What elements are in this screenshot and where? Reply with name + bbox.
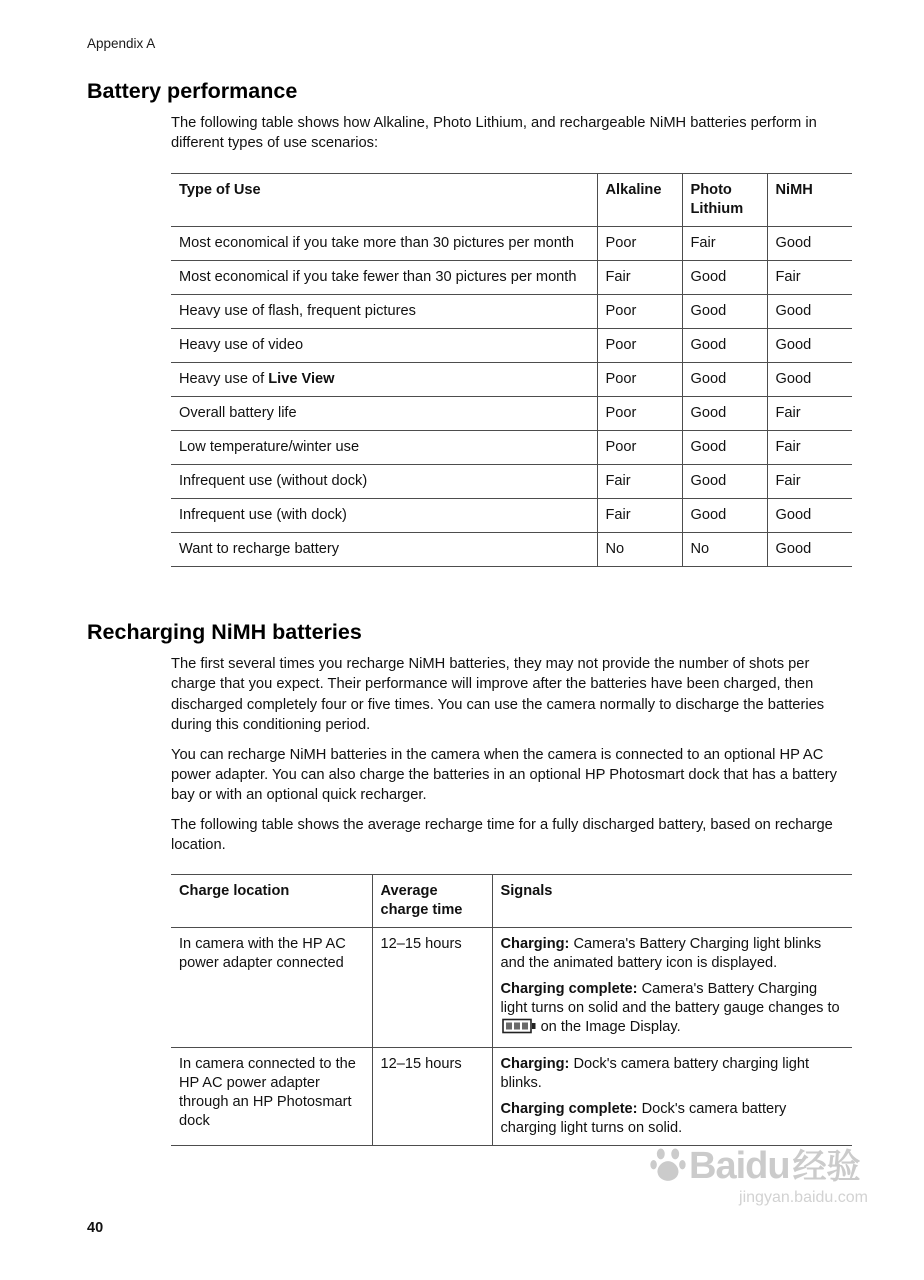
recharging-paragraph-3: The following table shows the average recharge time for a fully discharged battery, based on recharge location.: [171, 816, 833, 854]
recharge-time-table: [171, 874, 852, 1146]
battery-table-header-row: [171, 173, 852, 226]
cell-nimh: Fair: [767, 430, 852, 464]
battery-table-row: [171, 430, 852, 464]
watermark-brand-chinese: 经验: [792, 1148, 861, 1186]
cell-signals: [492, 927, 852, 1047]
signal-paragraph: Charging complete: Camera's Battery Charging light turns on solid and the battery gauge changes to on the Image Display.: [501, 980, 844, 1040]
signal-paragraph: Charging: Camera's Battery Charging light blinks and the animated battery icon is displayed.: [500, 935, 822, 971]
cell-alkaline: Fair: [597, 498, 682, 532]
cell-alkaline: Poor: [597, 294, 682, 328]
cell-alkaline: Poor: [597, 362, 682, 396]
cell-type-of-use: Infrequent use (with dock): [171, 498, 597, 532]
cell-alkaline: Fair: [597, 260, 682, 294]
battery-table-row: [171, 260, 852, 294]
cell-photo-lithium: Good: [682, 260, 767, 294]
cell-nimh: Fair: [767, 260, 852, 294]
cell-type-of-use: Want to recharge battery: [171, 532, 597, 566]
col-header-alkaline: Alkaline: [597, 173, 682, 226]
watermark-brand-text: Baidu: [689, 1144, 790, 1187]
cell-photo-lithium: Good: [682, 430, 767, 464]
col-header-type-of-use: Type of Use: [171, 173, 597, 226]
cell-nimh: Good: [767, 532, 852, 566]
battery-intro-paragraph: The following table shows how Alkaline, Photo Lithium, and rechargeable NiMH batteries perform in different types of use scenarios:: [171, 115, 817, 152]
battery-table-row: [171, 328, 852, 362]
battery-table-row: [171, 362, 852, 396]
cell-alkaline: Fair: [597, 464, 682, 498]
cell-nimh: Good: [767, 328, 852, 362]
cell-type-of-use: Heavy use of flash, frequent pictures: [171, 294, 597, 328]
cell-charge-location: In camera connected to the HP AC power adapter through an HP Photosmart dock: [171, 1047, 372, 1145]
battery-table-row: [171, 294, 852, 328]
battery-table-row: [171, 498, 852, 532]
col-header-signals: Signals: [492, 874, 852, 927]
section-battery-performance: [87, 79, 853, 567]
heading-recharging-nimh: Recharging NiMH batteries: [87, 620, 362, 644]
recharge-table-header-row: [171, 874, 852, 927]
battery-performance-table: [171, 173, 852, 567]
battery-full-icon: [501, 1018, 537, 1040]
signal-paragraph: Charging: Dock's camera battery charging light blinks.: [500, 1055, 810, 1091]
battery-table-row: [171, 532, 852, 566]
cell-type-of-use: Most economical if you take fewer than 30 pictures per month: [171, 260, 597, 294]
signal-paragraph: Charging complete: Dock's camera battery charging light turns on solid.: [500, 1100, 787, 1136]
cell-type-of-use: Most economical if you take more than 30 pictures per month: [171, 226, 597, 260]
recharging-paragraph-2: You can recharge NiMH batteries in the camera when the camera is connected to an optional HP AC power adapter. You can also charge the batteries in an optional HP Photosmart dock that has a battery bay or with an optional quick recharger.: [171, 746, 837, 804]
section-recharging-nimh: [87, 620, 853, 1146]
watermark-url: jingyan.baidu.com: [739, 1189, 868, 1206]
cell-alkaline: Poor: [597, 430, 682, 464]
cell-type-of-use: Low temperature/winter use: [171, 430, 597, 464]
cell-alkaline: Poor: [597, 226, 682, 260]
cell-average-charge-time: 12–15 hours: [372, 1047, 492, 1145]
col-header-nimh: NiMH: [767, 173, 852, 226]
battery-table-row: [171, 464, 852, 498]
col-header-photo-lithium: Photo Lithium: [682, 173, 767, 226]
cell-photo-lithium: Good: [682, 464, 767, 498]
cell-alkaline: Poor: [597, 328, 682, 362]
cell-photo-lithium: No: [682, 532, 767, 566]
cell-photo-lithium: Good: [682, 396, 767, 430]
baidu-jingyan-watermark: [650, 1146, 868, 1207]
heading-battery-performance: Battery performance: [87, 79, 298, 103]
battery-table-row: [171, 226, 852, 260]
cell-signals: [492, 1047, 852, 1145]
recharge-table-row: [171, 1047, 852, 1145]
cell-photo-lithium: Good: [682, 362, 767, 396]
col-header-charge-location: Charge location: [171, 874, 372, 927]
cell-alkaline: Poor: [597, 396, 682, 430]
cell-nimh: Fair: [767, 396, 852, 430]
cell-charge-location: In camera with the HP AC power adapter connected: [171, 927, 372, 1047]
cell-nimh: Good: [767, 498, 852, 532]
page-number: 40: [87, 1220, 104, 1236]
cell-type-of-use: Infrequent use (without dock): [171, 464, 597, 498]
battery-table-row: [171, 396, 852, 430]
recharging-paragraph-1: The first several times you recharge NiMH batteries, they may not provide the number of shots per charge that you expect. Their performance will improve after the batteries have been charged, then discharged completely four or five times. You can use the camera normally to discharge the batteries during this conditioning period.: [171, 656, 825, 734]
recharge-table-body: [171, 927, 852, 1145]
cell-alkaline: No: [597, 532, 682, 566]
cell-nimh: Fair: [767, 464, 852, 498]
cell-photo-lithium: Good: [682, 328, 767, 362]
cell-nimh: Good: [767, 294, 852, 328]
running-header: Appendix A: [87, 36, 156, 51]
cell-photo-lithium: Good: [682, 498, 767, 532]
col-header-average-charge-time: Average charge time: [372, 874, 492, 927]
cell-average-charge-time: 12–15 hours: [372, 927, 492, 1047]
cell-type-of-use: Heavy use of video: [171, 328, 597, 362]
baidu-paw-icon: [650, 1146, 686, 1182]
cell-type-of-use: Overall battery life: [171, 396, 597, 430]
cell-photo-lithium: Good: [682, 294, 767, 328]
battery-table-body: [171, 226, 852, 566]
cell-nimh: Good: [767, 362, 852, 396]
cell-photo-lithium: Fair: [682, 226, 767, 260]
cell-nimh: Good: [767, 226, 852, 260]
recharge-table-row: [171, 927, 852, 1047]
cell-type-of-use: Heavy use of Live View: [171, 362, 597, 396]
